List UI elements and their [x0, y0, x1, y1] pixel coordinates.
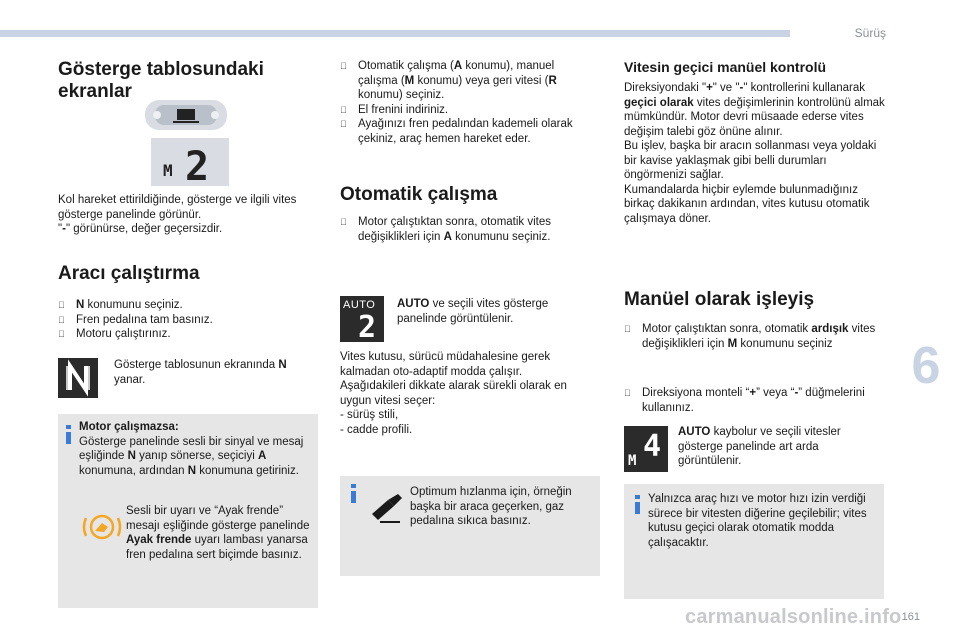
section-title: Sürüş [854, 26, 886, 40]
page-number: 161 [901, 611, 920, 623]
list-item: Motoru çalıştırınız. [76, 328, 171, 340]
start-steps-list-continued [340, 59, 585, 146]
heading-dashboard-displays: Gösterge tablosundaki ekranlar [58, 59, 264, 102]
manual-display-text: AUTO kaybolur ve seçili vitesler gösterge panelinde art arda görüntülenir. [678, 426, 841, 467]
list-item: Fren pedalına tam basınız. [76, 313, 213, 326]
auto-display-text: AUTO ve seçili vites gösterge panelinde görüntülenir. [397, 298, 549, 325]
start-steps-list [58, 298, 308, 342]
info-icon [66, 432, 71, 444]
list-item: Direksiyona monteli “+” veya “-” düğmelerini kullanınız. [642, 387, 865, 414]
info-icon [351, 491, 356, 503]
n-display-text: Gösterge tablosunun ekranında N yanar. [114, 359, 287, 386]
heading-manual-operation: Manüel olarak işleyiş [624, 289, 815, 310]
manual-steps-list-2 [624, 386, 886, 415]
list-item: Motor çalıştıktan sonra, otomatik vites değişiklikleri için A konumunu seçiniz. [358, 216, 552, 243]
gearbox-description: Vites kutusu, sürücü müdahalesine gerek kalmadan oto-adaptif modda çalışır. Aşağıdakileri dikkate alarak sürekli olarak en uygun vitesi seçer: - sürüş stili, - cadde profili. [340, 351, 567, 436]
accelerator-pedal-icon [368, 492, 404, 526]
info-box-acceleration [340, 476, 600, 576]
list-item: Otomatik çalışma (A konumu), manuel çalışma (M konumu) veya geri vitesi (R konumu) seçiniz. [358, 60, 557, 101]
list-item: Motor çalıştıktan sonra, otomatik ardışık vites değişiklikleri için M konumunu seçiniz [642, 323, 876, 350]
auto-steps-list [340, 215, 580, 244]
list-item: El frenini indiriniz. [358, 103, 449, 116]
watermark: carmanualsonline.info [685, 606, 902, 628]
temporary-manual-text: Direksiyondaki "+" ve "-" kontrollerini kullanarak geçici olarak vites değişimlerinin kontrolünü almak mümkündür. Motor devri müsaade ederse vites değişim talebi göz önüne alınır. Bu işlev, başka bir aracın sollanması veya yoldaki bir kavise yaklaşmak gibi belli durumları öngörmenizi sağlar. Kumandalarda hiçbir eylemde bulunmadığınız birkaç dakikanın ardından, vites kutusu otomatik çalışmaya döner. [624, 82, 885, 225]
info-manual-text: Yalnızca araç hızı ve motor hızı izin verdiği sürece bir vitesten diğerine geçilebilir; vites kutusu geçici olarak otomatik modda çalışacaktır. [648, 493, 867, 549]
display-auto-icon: AUTO 2 [340, 296, 384, 342]
manual-steps-list [624, 322, 886, 351]
list-item: N konumunu seçiniz. [76, 299, 183, 311]
chapter-number: 6 [911, 337, 941, 395]
dashboard-illustration [143, 100, 229, 188]
display-manual-gear-icon: M 4 [624, 426, 668, 472]
display-n-icon [58, 358, 98, 398]
heading-starting-vehicle: Aracı çalıştırma [58, 263, 200, 284]
info-box-engine-not-starting [58, 414, 318, 608]
info-box-manual-shift [624, 484, 884, 599]
info-acceleration-text: Optimum hızlanma için, örneğin başka bir araca geçerken, gaz pedalına sıkıca basınız. [410, 486, 572, 527]
header-bar [0, 30, 790, 37]
svg-text:2: 2 [185, 144, 210, 188]
info-icon [635, 502, 640, 514]
foot-on-brake-warning-icon [80, 512, 124, 542]
info-brake-text: Sesli bir uyarı ve “Ayak frende” mesajı eşliğinde gösterge panelinde Ayak frende uyarı lambası yanarsa fren pedalına sert biçimde basınız. [126, 505, 310, 561]
display-description: Kol hareket ettirildiğinde, gösterge ve ilgili vites gösterge panelinde görünür. "-" görünürse, değer geçersizdir. [58, 194, 297, 235]
info-engine-text: Motor çalışmazsa: Gösterge panelinde sesli bir sinyal ve mesaj eşliğinde N yanıp sönerse, seçiciyi A konumuna, ardından N konumuna getiriniz. [79, 421, 304, 477]
heading-automatic-mode: Otomatik çalışma [340, 184, 498, 205]
heading-temporary-manual-control: Vitesin geçici manüel kontrolü [624, 59, 827, 75]
svg-text:M: M [163, 161, 173, 180]
list-item: Ayağınızı fren pedalından kademeli olarak çekiniz, araç hemen hareket eder. [358, 118, 573, 145]
